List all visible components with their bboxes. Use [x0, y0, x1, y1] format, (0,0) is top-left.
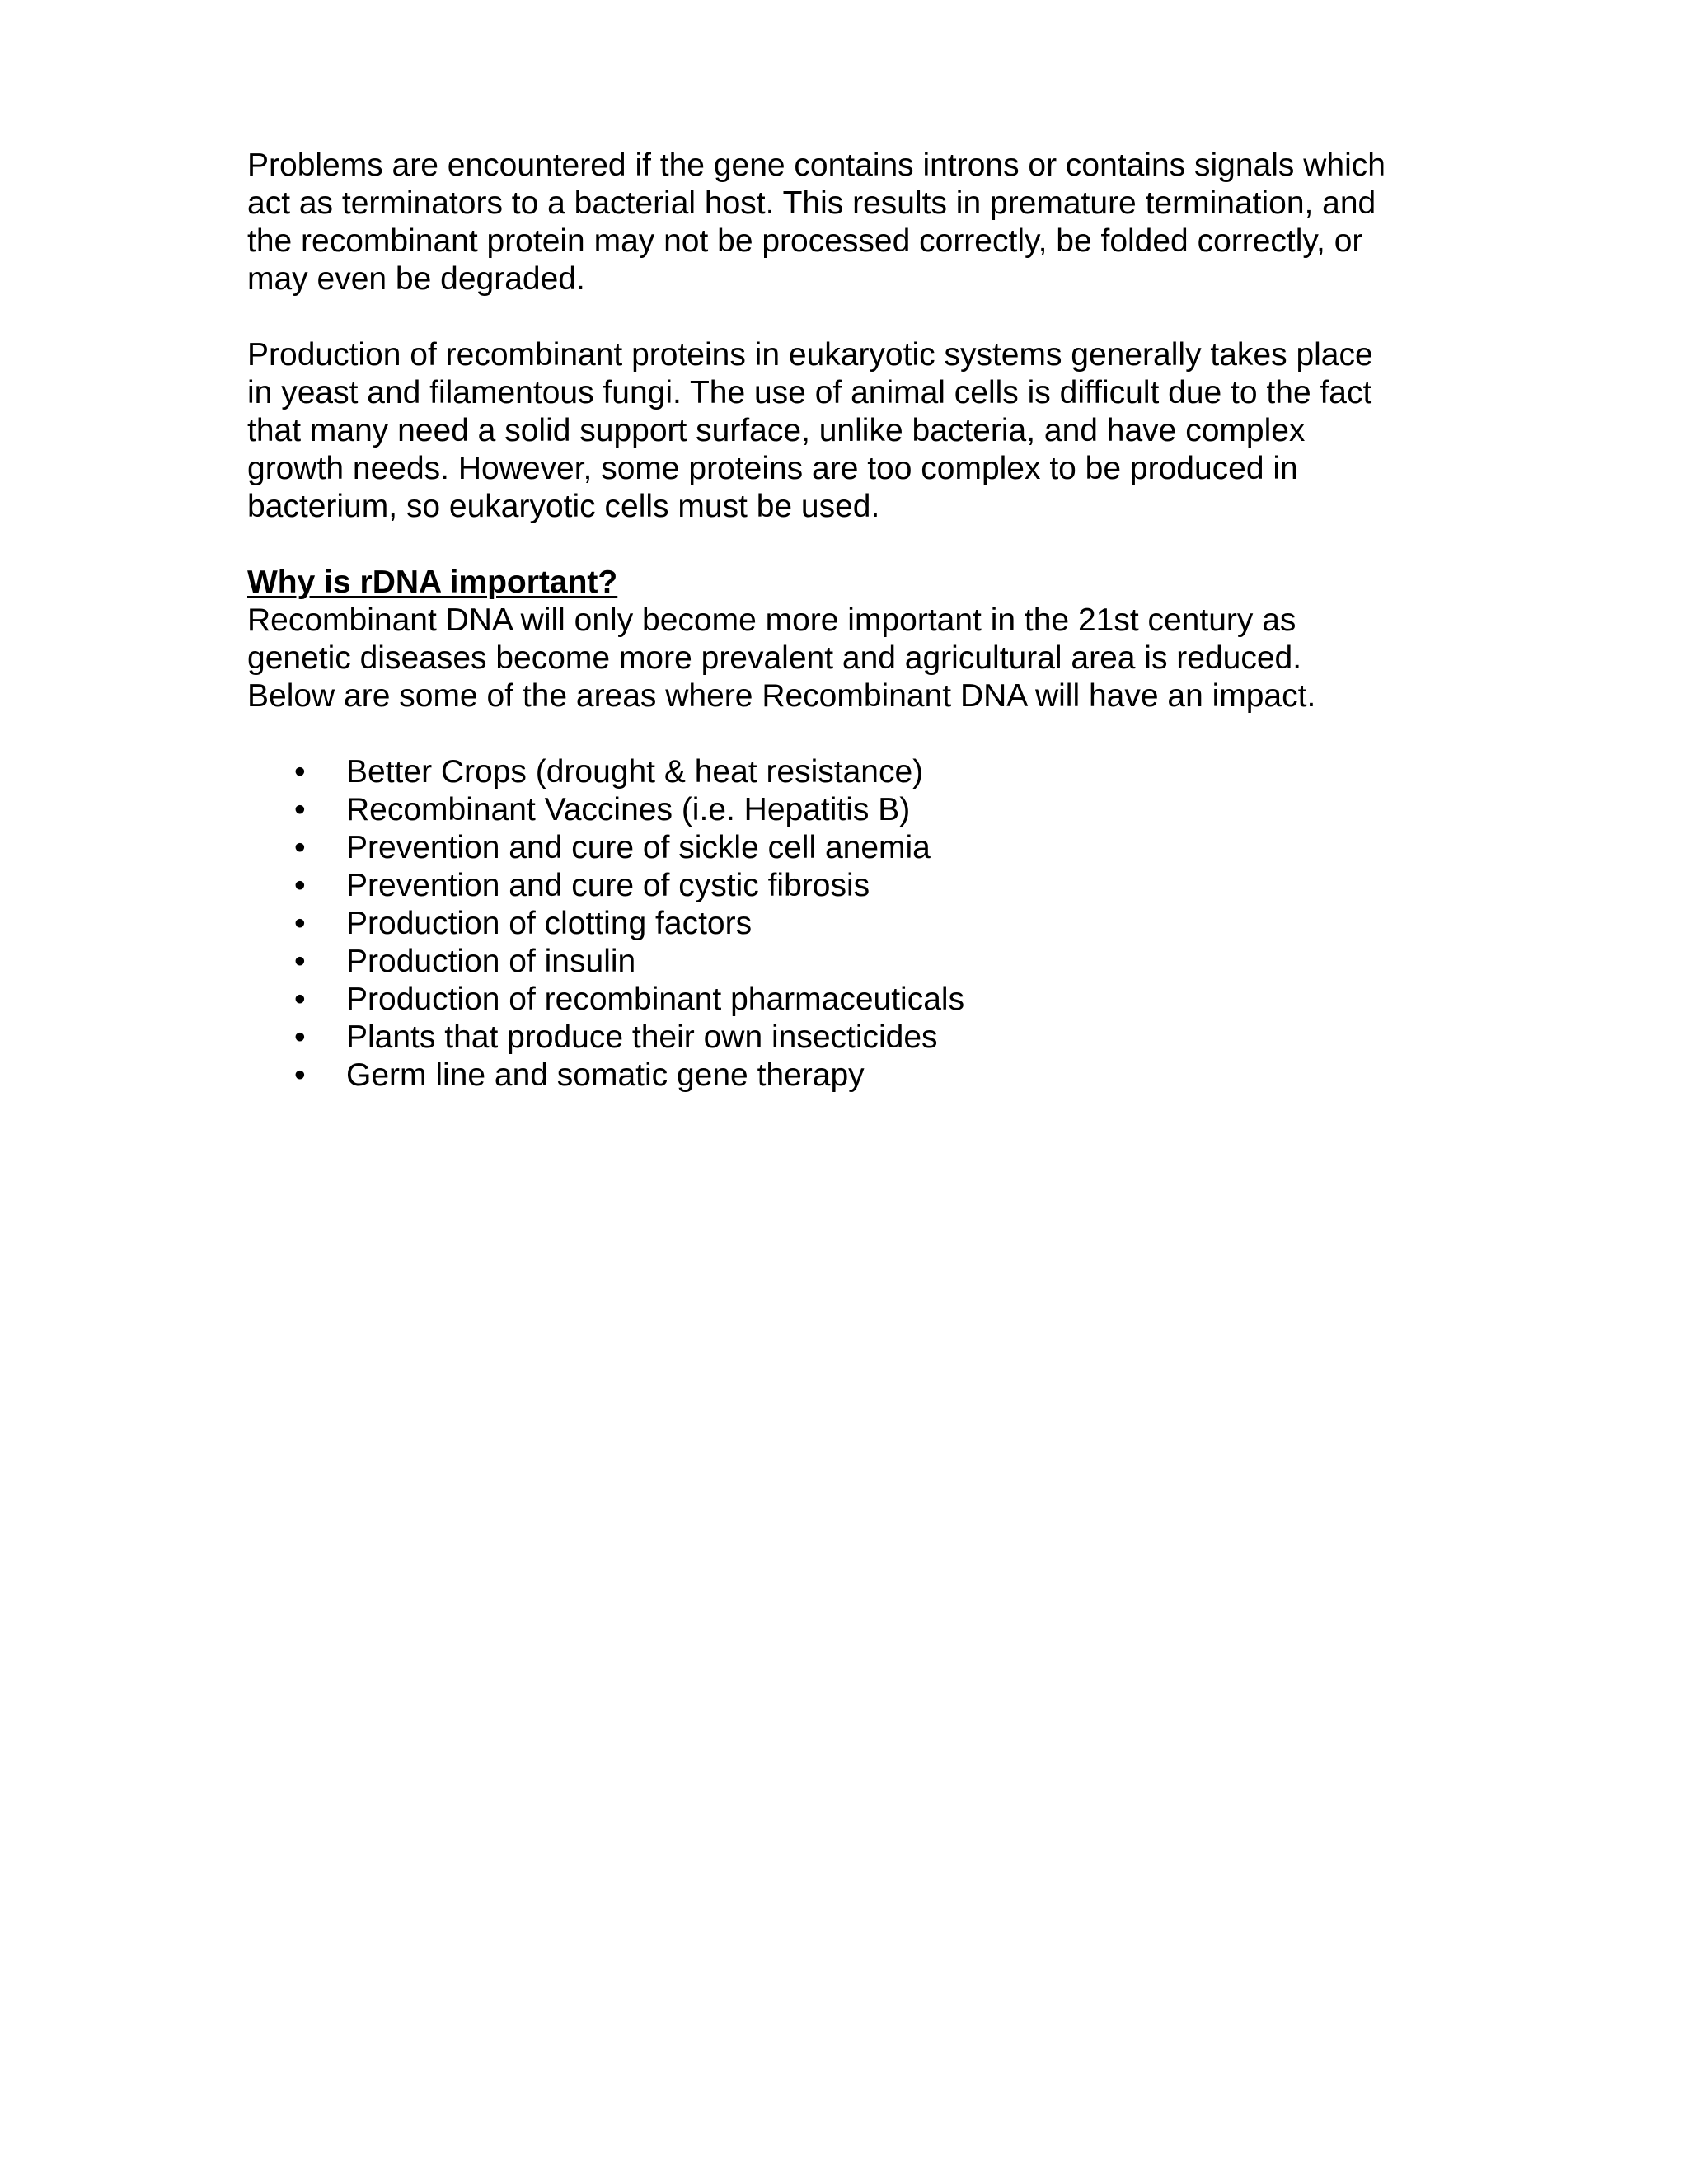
text-line: in yeast and filamentous fungi. The use of animal cells is difficult due to the fact	[247, 375, 1372, 410]
bullet-icon: •	[294, 754, 306, 790]
text-line: the recombinant protein may not be processed correctly, be folded correctly, or	[247, 223, 1363, 259]
list-item-text: Better Crops (drought & heat resistance)	[346, 754, 924, 790]
list-item-text: Recombinant Vaccines (i.e. Hepatitis B)	[346, 792, 911, 827]
list-item-text: Production of clotting factors	[346, 906, 753, 941]
list-item	[247, 1057, 1434, 1094]
text-line: Problems are encountered if the gene contains introns or contains signals which	[247, 148, 1386, 183]
list-item	[247, 753, 1434, 791]
bullet-icon: •	[294, 944, 306, 979]
bullet-icon: •	[294, 792, 306, 827]
paragraph-gap	[247, 715, 1434, 753]
paragraph-introns-problems	[247, 147, 1434, 298]
paragraph-eukaryotic-systems	[247, 336, 1434, 526]
bullet-icon: •	[294, 830, 306, 865]
bullet-icon: •	[294, 868, 306, 903]
list-item	[247, 791, 1434, 829]
impact-areas-list	[247, 753, 1434, 1094]
text-line: growth needs. However, some proteins are too complex to be produced in	[247, 451, 1298, 486]
section-heading: Why is rDNA important?	[247, 565, 618, 600]
list-item-text: Production of recombinant pharmaceuticals	[346, 982, 965, 1017]
bullet-icon: •	[294, 1057, 306, 1093]
text-line: Production of recombinant proteins in eukaryotic systems generally takes place	[247, 337, 1373, 373]
list-item-text: Prevention and cure of cystic fibrosis	[346, 868, 870, 903]
list-item	[247, 981, 1434, 1019]
bullet-icon: •	[294, 1019, 306, 1055]
bullet-icon: •	[294, 906, 306, 941]
text-line: Recombinant DNA will only become more important in the 21st century as	[247, 602, 1296, 638]
list-item	[247, 1019, 1434, 1057]
list-item-text: Prevention and cure of sickle cell anemia	[346, 830, 931, 865]
text-line: genetic diseases become more prevalent and agricultural area is reduced.	[247, 640, 1302, 676]
bullet-icon: •	[294, 982, 306, 1017]
list-item	[247, 905, 1434, 943]
text-line: Below are some of the areas where Recombinant DNA will have an impact.	[247, 678, 1316, 714]
list-item-text: Germ line and somatic gene therapy	[346, 1057, 865, 1093]
section-rdna-importance	[247, 564, 1434, 715]
document-body	[247, 147, 1434, 1094]
list-item	[247, 829, 1434, 867]
text-line: act as terminators to a bacterial host. This results in premature termination, and	[247, 185, 1376, 221]
list-item-text: Plants that produce their own insecticides	[346, 1019, 938, 1055]
text-line: may even be degraded.	[247, 261, 585, 297]
paragraph-gap	[247, 298, 1434, 336]
text-line: bacterium, so eukaryotic cells must be used.	[247, 489, 880, 524]
list-item	[247, 943, 1434, 981]
paragraph-gap	[247, 526, 1434, 564]
text-line: that many need a solid support surface, unlike bacteria, and have complex	[247, 413, 1306, 448]
list-item-text: Production of insulin	[346, 944, 636, 979]
list-item	[247, 867, 1434, 905]
